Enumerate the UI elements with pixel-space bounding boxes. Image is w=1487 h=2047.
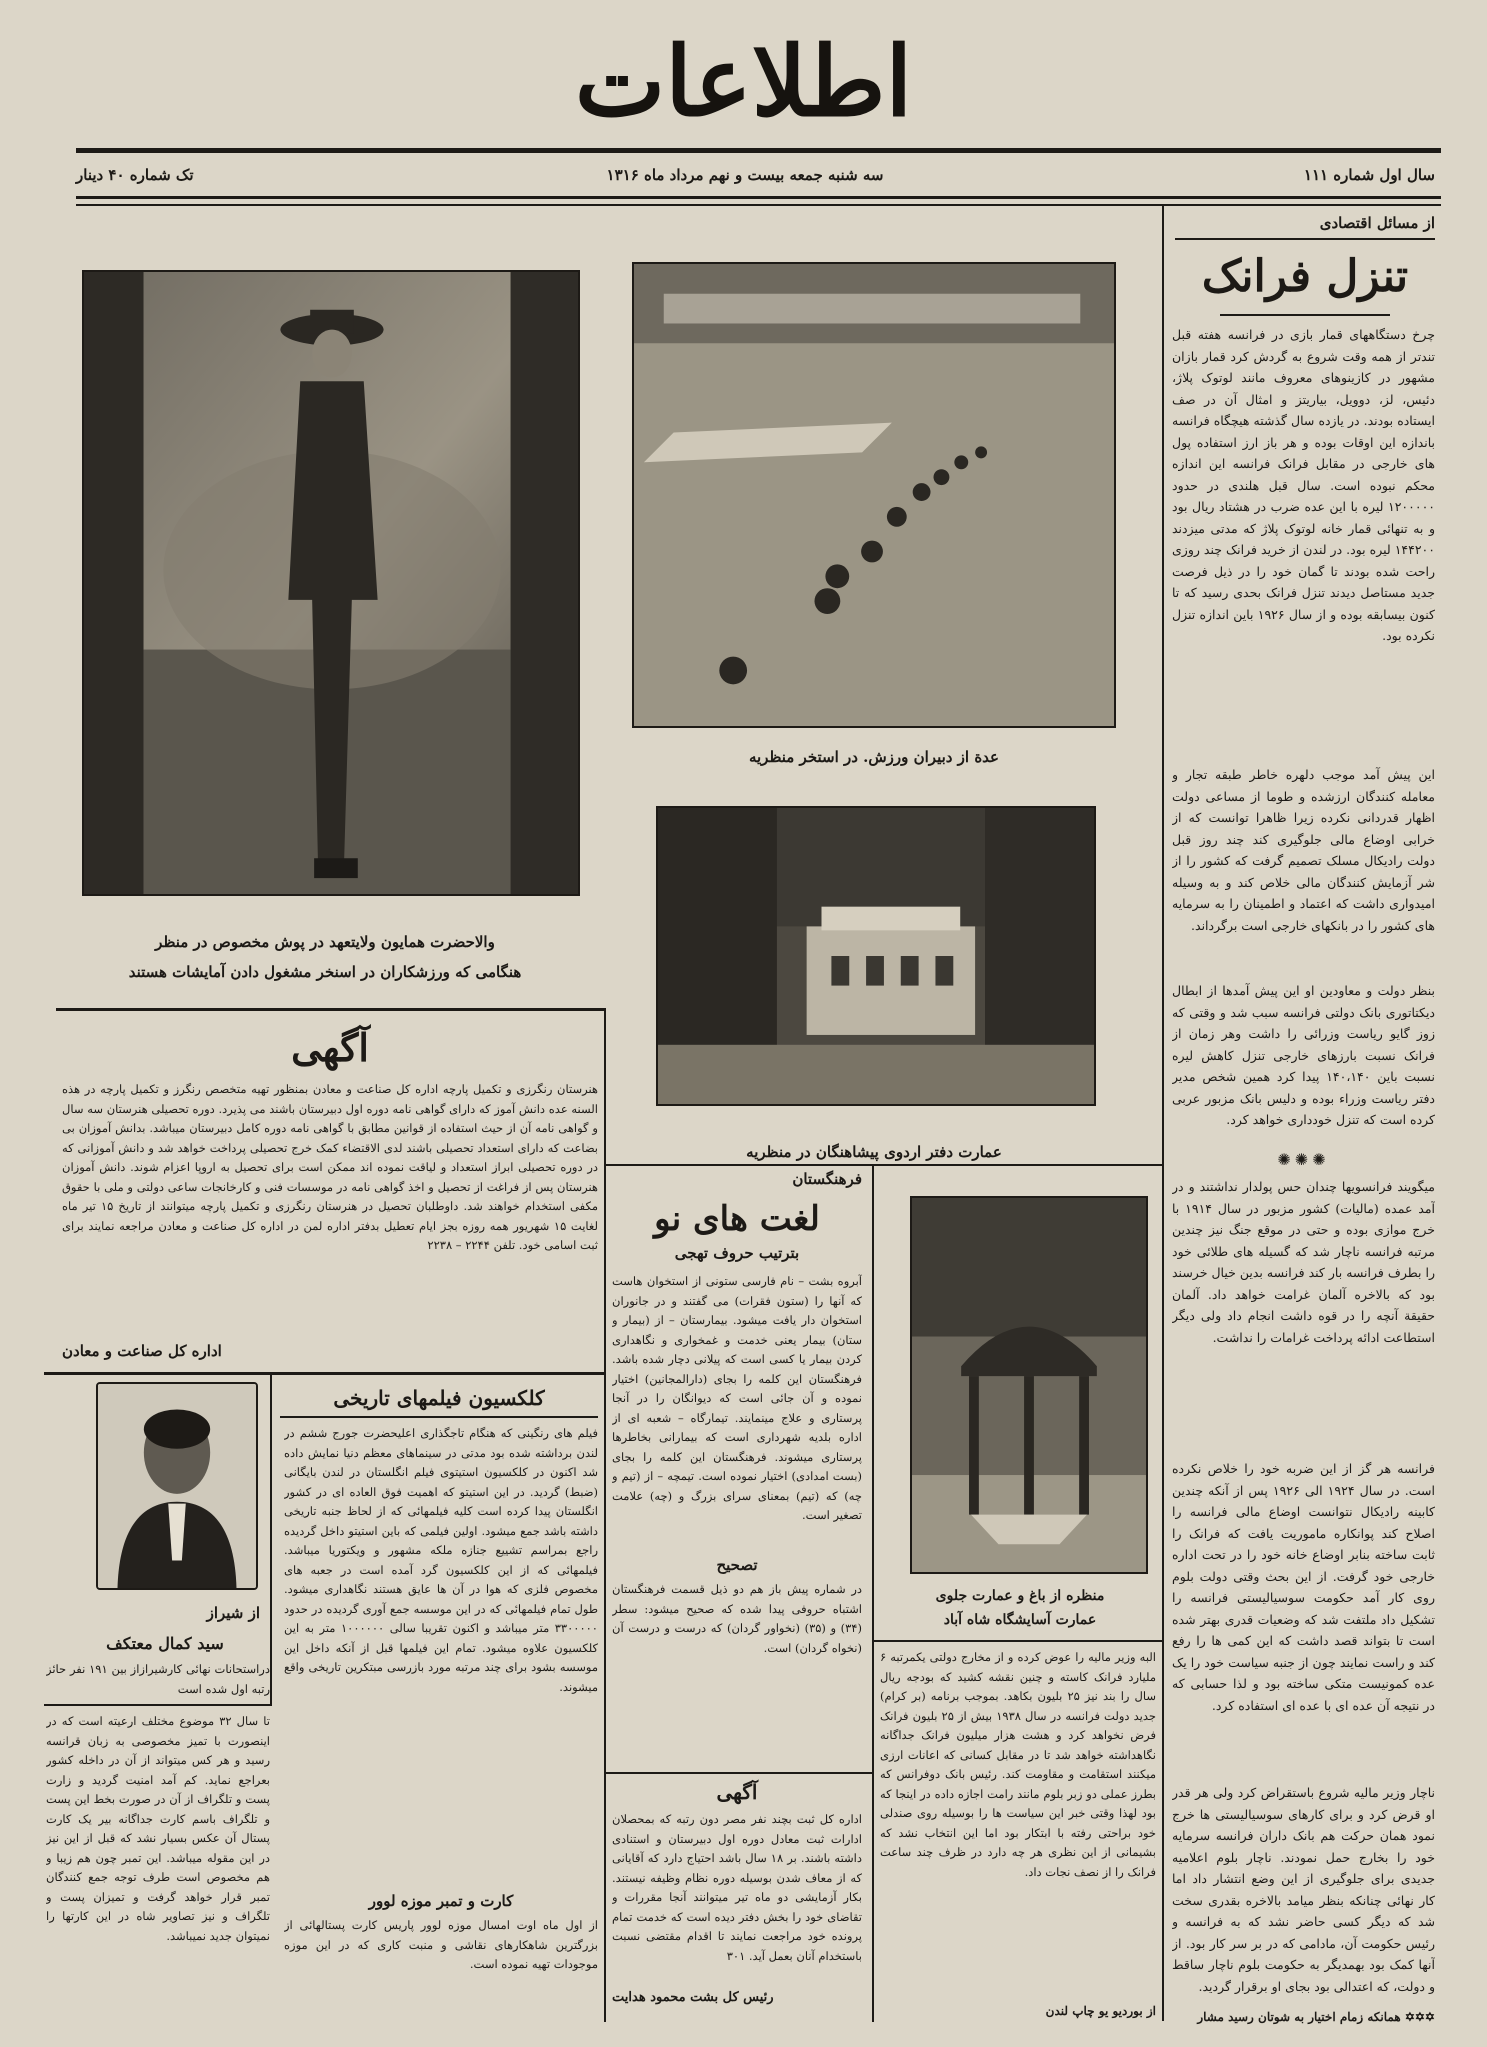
gazebo-caption-2: عمارت آسایشگاه شاه آباد	[943, 1612, 1097, 1628]
obit-from: از شیراز	[206, 1604, 260, 1622]
issue-rule	[76, 196, 1441, 199]
ad-body: هنرستان رنگرزی و تکمیل پارچه اداره کل صناعت و معادن بمنظور تهیه متخصص رنگرز و تکمیل پارچه در هذه السنه عده دانش آموز که دارای گواهی نامه دوره اول دبیرستان باشند می پذیرد. دوره تحصیلی هنرستان سه سال و گواهی نامه آن از حیث استفاده از قوانین مطابق با گواهی نامه دوره کامل دبیرستان میباشد. بدانش آموزان بی بضاعت که دارای استعداد تحصیلی باشند لدی الاقتضاء کمک خرج تحصیلی پرداخت خواهد شد و دانش آموزانی که در دوره تحصیلی ابراز استعداد و لیاقت نموده اند ممکن است برای تحصیل به اروپا اعزام شوند. دانش آموزان هنرستان پس از فراغت از تحصیل و اخذ گواهی نامه در موسسات فنی و کارخانجات ساعی دولتی و ملی با حقوق مکفی استخدام خواهند شد. داوطلبان تحصیل در هنرستان رنگرزی و تکمیل پارچه میتوانند از تاریخ ۱۵ تیر ماه لغایت ۱۵ شهریور همه روزه بجز ایام تعطیل بدفتر اداره لمن در اداره کل صناعت و معادن مراجعه نمایند برای ثبت اسامی خود. تلفن ۲۲۴۴ – ۲۲۳۸	[62, 1082, 598, 1252]
crown-prince-caption-2: هنگامی که ورزشکاران در اسنخر مشغول دادن آمایشات هستند	[128, 963, 522, 981]
building-photo	[656, 806, 1096, 1106]
ad2-title: آگهی	[716, 1780, 758, 1804]
issue-number: سال اول شماره ۱۱۱	[1303, 166, 1435, 184]
film-right-rule	[604, 1372, 606, 2022]
column-divider-right	[1162, 206, 1164, 2021]
economics-body-3: بنظر دولت و معاودین او این پیش آمدها از ابطال دیکتاتوری بانک دولتی فرانسه سبب شد و وقتی که زوز گایو ریاست وزرائی را داشت وهر زمان از فرانک نسبت بارزهای خارجی تنزل کاهش لیره نسبت باین ۱۴۰،۱۴۰ پیدا کرد همین شخص مدیر دفتر ریاست وزراء بوده و دلیس بانک مزبور عربی کرده است که تنزل خودداری خواهد کرد.	[1172, 983, 1435, 1127]
building-caption: عمارت دفتر اردوی پیشاهنگان در منظریه	[746, 1143, 1002, 1161]
dictionary-section: فرهنگستان	[792, 1170, 862, 1188]
obit-description: دراستحانات نهائی کارشیرازاز بین ۱۹۱ نفر حائز رتبه اول شده است	[46, 1662, 270, 1696]
film-subheading: کارت و تمبر موزه لوور	[368, 1892, 514, 1910]
issue-rule-thin	[76, 204, 1441, 206]
gazebo-caption-1: منظره از باغ و عمارت جلوی	[935, 1588, 1105, 1604]
economics-kicker: از مسائل اقتصادی	[1319, 214, 1435, 232]
section-stars: ✺✺✺	[1277, 1150, 1330, 1169]
economics-body-1: چرخ دستگاههای قمار بازی در فرانسه هفته قبل تندتر از همه وقت شروع به گردش کرد قمار بازان مشهور در کازینوهای معروف مانند لوتوک پلاژ، دئیس، لز، دوویل، بیاریتز و امثال آن در صف ایستاده بودند. در یازده سال گذشته هیچگاه فرانسه باندازه این اوقات بوده و هر باز ارز استفاده پول های خارجی در مقابل فرانک فرانسه این اندازه محکم نبوده است. سال قبل هلندی در حدود ۱۲۰۰۰۰۰ لیره با این عده ضرب در هشتاد ریال بود و به تنهائی قمار خانه لوتوک پلاژ که مدتی میزدند ۱۴۴۲۰۰ لیره بود. در لندن از خرید فرانک چند روزی راحت شده بودند تا گمان خود را در ذیل فرصت جدید مستاصل دیدند تنزل فرانک بحدی رسید که تا کنون بیسابقه بوده و از سال ۱۹۲۶ باین اندازه تنزل نکرده بود.	[1172, 327, 1435, 643]
issue-date: سه شنبه جمعه بیست و نهم مرداد ماه ۱۳۱۶	[606, 166, 884, 184]
ad-top-rule	[56, 1008, 606, 1011]
crown-prince-caption-1: والاحضرت همایون ولایتعهد در پوش مخصوص در منظر	[155, 933, 495, 951]
ad2-body: اداره کل ثبت بچند نفر مصر دون رتبه که بمحصلان ادارات ثبت معادل دوره اول دبیرستان و استنادی داشته باشند. بر ۱۸ سال باشد احتیاج دارد که آقایانی که از معاف شدن بوسیله دوره نظام وظیفه نیستند. بکار آزمایشی دو ماه تیر میتوانند آنجا مقررات و تقاضای خود را بخش دفتر دیده است که خدمت تمام پرونده خود مراجعت نمایند تا اقدام مقتضی نسبت باستخدام آنان بعمل آید. ۳۰۱	[612, 1812, 862, 1963]
student-portrait	[96, 1382, 258, 1590]
swimmers-photo	[632, 262, 1116, 728]
ad2-signature: رئیس کل بشت محمود هدایت	[612, 1990, 774, 2005]
economics-headline: تنزل فرانک	[1201, 251, 1409, 302]
center-rule	[604, 1164, 1162, 1166]
swimmers-caption: عدة از دبیران ورزش. در استخر منظریه	[748, 748, 1000, 766]
ad-signature: اداره کل صناعت و معادن	[62, 1342, 222, 1360]
crown-prince-photo	[82, 270, 580, 896]
economics-body-5: فرانسه هر گز از این ضربه خود را خلاص نکرده است. در سال ۱۹۲۴ الی ۱۹۲۶ پس از آنکه چندین کابینه رادیکال نتوانست اوضاع مالی فرانسه را اصلاح کند پوانکاره ماموریت یافت که فرانک را ثابت ساخته بنابر اوضاع خانه خود را در تحت اداره خارجی خود گرفت. از این بحث وقتی دولت بلوم روی کار آمد حکومت سوسیالیستی فرانسه را تشکیل داد ملتفت شد که وضعیات قدری بهتر شده است تا بتواند قصد داشت که این کمی ها را رفع کند و راست نمایند چون از جنبه سیاست خود را یک عده کمونیست متکی ساخته بود و لذا حسابی که در نتیجه آن عده ای با عده ای استفاده کرد.	[1172, 1461, 1435, 1713]
gazebo-image	[912, 1198, 1146, 1572]
economics-body-6: ناچار وزیر مالیه شروع باستقراض کرد ولی هر قدر او قرض کرد و برای کارهای سوسیالیستی ها خرج نمود همان حرکت هم بانک داران فرانسه سرمایه خود را بخارج حمل نمودند. ناچار بلوم اعلامیه جدیدی برای جلوگیری از این وضع انتشار داد اما کار نهائی چنانکه بنظر میامد بالاخره بقدری سخت شد که دیگر کسی حاضر نشد که به فرانسه و رئیس حکومت آن، مادامی که در بر سر کار بود. از آنها کمک بود بهمدیگر به حکومت بلوم ناچار ساقط و دولت، که اعتدالی بود بجای او برقرار گردید.	[1172, 1785, 1435, 1994]
correction-title: تصحیح	[716, 1556, 758, 1574]
obit-top-rule	[44, 1372, 606, 1375]
film-body: فیلم های رنگینی که هنگام تاجگذاری اعلیحضرت جورج ششم در لندن برداشته شده بود مدتی در سینماهای معظم دنیا نمایش داده شد اکنون در کلکسیون استیتوی فیلم انگلستان در لندن بایگانی (ضبط) گردید. در این استیتو که اهمیت فوق العاده ای در کشور انگلستان پیدا کرده است کلیه فیلمهائی که از لحاظ جنبه تاریخی داشته باشد جمع میشود. اولین فیلمی که باین استیتو داخل گردیده راجع بمراسم تشییع جنازه ملکه مشهور و ویکتوریا میباشد. فیلمهائی که از این کلکسیون گرد آمده است در جعبه های مخصوص فلزی که هوا در آن ها عایق هستند نگاهداری میشود. طول تمام فیلمهائی که در این موسسه جمع آوری گردیده در حدود ۳۳۰۰۰۰۰ متر میباشد و اکنون تقریبا سالی ۱۰۰۰۰۰۰ متر به این کلکسیون علاوه میشود. تمام این فیلمها قبل از آنکه داخل این موسسه بشود برای چند مرتبه مورد بازرسی مبتکرین تاریخی واقع میشوند.	[284, 1426, 598, 1694]
obit-name: سید کمال معتکف	[106, 1634, 224, 1653]
obit-body: تا سال ۳۲ موضوع مختلف ارعیته است که در اینصورت با تمیز مخصوصی به زبان قرانسه رسید و هر کس میتواند از آن در داخله کشور بعراجع نماید. کم آمد امنیت گردید و زارت پست و تلگراف از آن در صورت بخط این پست و تلگراف باسم کارت جداگانه بیر یک کارت پستال آن عکس بسیار نشد که قبل از این نیز در این مقوله میباشد. این تمبر چون هم زیبا و هم مخصوص است طرف توجه جمع کنندگان تمبر قرار خواهد گرفت و تمیزان پست و تلگراف و نیز تصاویر شاه در این کارتها را نمیتوان جدید نمیباشد.	[46, 1714, 270, 1943]
economics-body-4: میگویند فرانسویها چندان حس پولدار نداشتند و در آمد عمده (مالیات) کشور مزبور در سال ۱۹۱۴ با خرج موازی بوده و حتی در موقع جنگ نیز چندین مرتبه فرانسه ناچار شد که گسیله های طلائی خود را بطرف فرانسه بار کند فرانسه بدین خیال خرسند بود که بالاخره آلمان غرامت خواهد داد. آلمان حقیقة آنچه را در قوه داشت انجام داد ولی دیگر استطاعت ادائه پرداخت غرامات را نداشت.	[1172, 1179, 1435, 1345]
dictionary-body: آبروه بشت – نام فارسی ستونی از استخوان هاست که آنها را (ستون فقرات) می گفتند و در جانوران استخوان دار یافت میشود. بیمارستان – از (بیمار و ستان) بیمار یعنی خدمت و غمخواری و نگاهداری کردن بیمار یا کسی است که پیلانی دچار شده باشد. فرهنگستان این کلمه را بجای (دارالمجانین) اختیار نموده و آن جائی است که دیوانگان را در آنجا پرستاری و علاج مینمایند. تیمارگاه – شعبه ای از اداره بلدیه شهرداری است که بیمارانی بخاطرها پرستاری میشوند. فرهنگستان این کلمه را بجای (بست امدادی) اختیار نموده است. تیمچه – از (تیم و چه) که (تیم) بمعنای سرای بزرگ و (چه) علامت تصغیر است.	[612, 1274, 862, 1522]
ad2-top-rule	[604, 1772, 872, 1774]
masthead-title: اطلاعات	[574, 25, 913, 138]
center-bottom-rule	[872, 1640, 1162, 1642]
center-bottom-body: البه وزیر مالیه را عوض کرده و از مخارج دولتی یکمرتبه ۶ ملیارد فرانک کاسته و چنین نقشه کشید که بودجه ریال سال را بند نیز ۲۵ بلیون بکاهد. بموجب برنامه (بر کرام) جدید دولت فرانسه در سال ۱۹۳۸ بیش از ۲۵ بلیون فرانک فرض نخواهد کرد و هشت هزار میلیون فرانک جداگانه نگاهداشته خواهد شد تا در مقابل کسانی که اعانات ارزی میکنند استقامت و مقاومت کند. رئیس بانک دوفرانس که بطرز عملی دو زبر بلوم مانند رامت اجازه داده در اینجا که بود لهذا وقتی خبر این سیاست ها را بوسیله روی صندلی خود براحتی رفته با ابتکار بود اما این انتخاب نشد که بشیمانی از این نظری هر چه دارد در ظرف چند ساعت فرانک را از نصف نجات داد.	[880, 1650, 1156, 1879]
economics-body-2: این پیش آمد موجب دلهره خاطر طبقه تجار و معامله کنندگان ارزشده و طوما از مساعی دولت اظهار قدردانی نکرده زیرا ظاهرا توانست که از خرابی اوضاع مالی جلوگیری کند چند روز قبل دولت رادیکال مسلک تصمیم گرفت که کشور را از شر آزمایش کنندگان مالی خلاص کند و به وسیله امیدواری داشت که اعتماد و اطمینان را به سرمایه های کشور را در بانکهای خارجی است برگرداند.	[1172, 767, 1435, 933]
dictionary-right-rule	[872, 1164, 874, 2022]
dictionary-subtitle: بترتیب حروف تهجی	[674, 1244, 800, 1262]
film-sub-body: از اول ماه اوت امسال موزه لوور پاریس کارت پستالهائی از بزرگترین شاهکارهای نقاشی و منبت کاری که در این موزه موجودات تهیه نموده است.	[284, 1918, 598, 1971]
crown-prince-image	[84, 272, 578, 894]
ad-title: آگهی	[291, 1025, 369, 1070]
obit-body-rule	[44, 1704, 272, 1706]
swimmers-image	[634, 264, 1114, 726]
kicker-rule	[1175, 238, 1435, 240]
economics-footer: ✡✡✡ همانکه زمام اختیار به شوتان رسید مشار	[1197, 2010, 1435, 2024]
building-image	[658, 808, 1094, 1104]
center-bottom-footer: از بوردیو یو چاپ لندن	[1045, 2004, 1156, 2018]
masthead-rule	[76, 148, 1441, 153]
dictionary-title: لغت های نو	[654, 1199, 820, 1239]
ad-right-rule	[604, 1008, 606, 1373]
issue-price: تک شماره ۴۰ دینار	[76, 166, 194, 184]
headline-rule	[1220, 314, 1390, 316]
student-image	[98, 1384, 256, 1588]
gazebo-photo	[910, 1196, 1148, 1574]
correction-body: در شماره پیش باز هم دو ذیل قسمت فرهنگستان اشتباه حروفی پیدا شده که صحیح میشود: سطر (۳۴) و (۳۵) (نخواور گردان) که درست و درست آن (نخواه گردان) است.	[612, 1582, 862, 1655]
obit-divider	[270, 1375, 272, 1705]
film-title: کلکسیون فیلمهای تاریخی	[280, 1378, 598, 1418]
